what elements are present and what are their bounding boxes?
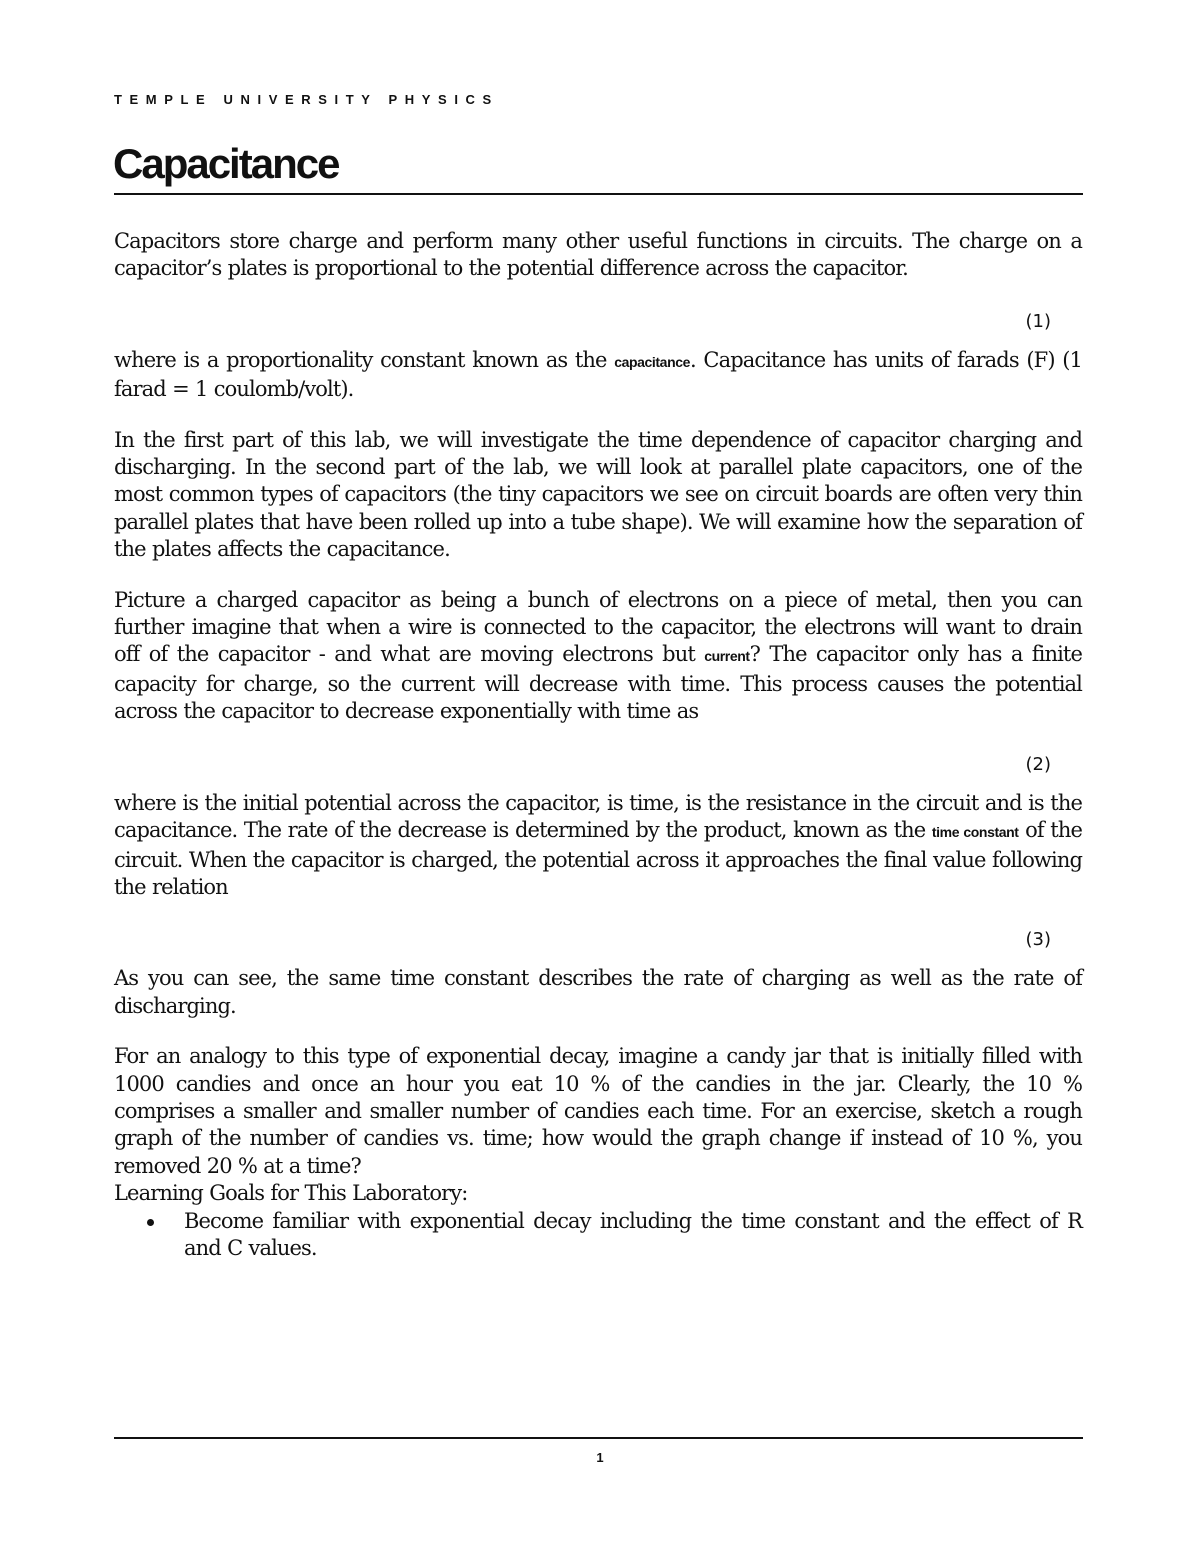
paragraph-text: of the circuit. When the capacitor is charged, the potential across it approaches the final value following the relation	[114, 818, 1082, 899]
paragraph-text: where is the initial potential across the capacitor, is time, is the resistance in the circuit and is the capacitance. The rate of the decrease is determined by the product, known as the	[114, 790, 1082, 843]
paragraph-intro: Capacitors store charge and perform many other useful functions in circuits. The charge on a capacitor’s plates is proportional to the potential difference across the capacitor.	[114, 229, 1082, 281]
equation-3-label: (3)	[1025, 929, 1051, 951]
paragraph-text: Picture a charged capacitor as being a bunch of electrons on a piece of metal, then you can further imagine that when a wire is connected to the capacitor, the electrons will want to drain off of the capacitor - and what are moving electrons but	[114, 587, 1082, 667]
learning-goals-heading: Learning Goals for This Laboratory:	[114, 1181, 468, 1206]
page-title: Capacitance	[113, 140, 339, 187]
paragraph-lab-overview: In the first part of this lab, we will investigate the time dependence of capacitor charging and discharging. In the second part of the lab, we will look at parallel plate capacitors, one of the most common types of capacitors (the tiny capacitors we see on circuit boards are often very thin parallel plates that have been rolled up into a tube shape). We will examine how the separation of the plates affects the capacitance.	[114, 427, 1082, 562]
paragraph-time-constant	[114, 790, 1082, 902]
bullet-icon	[147, 1219, 154, 1226]
keyword-time-constant: time constant	[931, 824, 1019, 841]
list-item	[114, 1208, 1082, 1263]
keyword-current: current	[704, 648, 750, 665]
title-divider	[114, 193, 1083, 195]
keyword-capacitance: capacitance	[614, 353, 690, 370]
paragraph-text: where is a proportionality constant known as the	[114, 347, 615, 372]
goal-text: Become familiar with exponential decay including the time constant and the effect of R and C values.	[184, 1208, 1082, 1260]
page-number: 1	[596, 1450, 604, 1465]
paragraph-text: . Capacitance has units of farads (F) (1 farad = 1 coulomb/volt).	[114, 347, 1083, 402]
paragraph-candy-analogy: For an analogy to this type of exponential decay, imagine a candy jar that is initially filled with 1000 candies and once an hour you eat 10 % of the candies in the jar. Clearly, the 10 % comprises a smaller and smaller number of candies each time. For an exercise, sketch a rough graph of the number of candies vs. time; how would the graph change if instead of 10 %, you removed 20 % at a time?	[114, 1044, 1082, 1178]
paragraph-discharge	[114, 587, 1082, 726]
paragraph-text: ? The capacitor only has a finite capacity for charge, so the current will decrease with time. This process causes the potential across the capacitor to decrease exponentially with time as	[114, 642, 1082, 724]
document-body	[114, 228, 1082, 1262]
footer-divider	[114, 1437, 1083, 1439]
equation-2-label: (2)	[1025, 753, 1051, 775]
paragraph-same-time-constant: As you can see, the same time constant describes the rate of charging as well as the rate of discharging.	[114, 966, 1082, 1018]
paragraph-capacitance-definition	[114, 347, 1082, 404]
equation-1-label: (1)	[1025, 310, 1051, 332]
running-header: TEMPLE UNIVERSITY PHYSICS	[114, 92, 499, 107]
